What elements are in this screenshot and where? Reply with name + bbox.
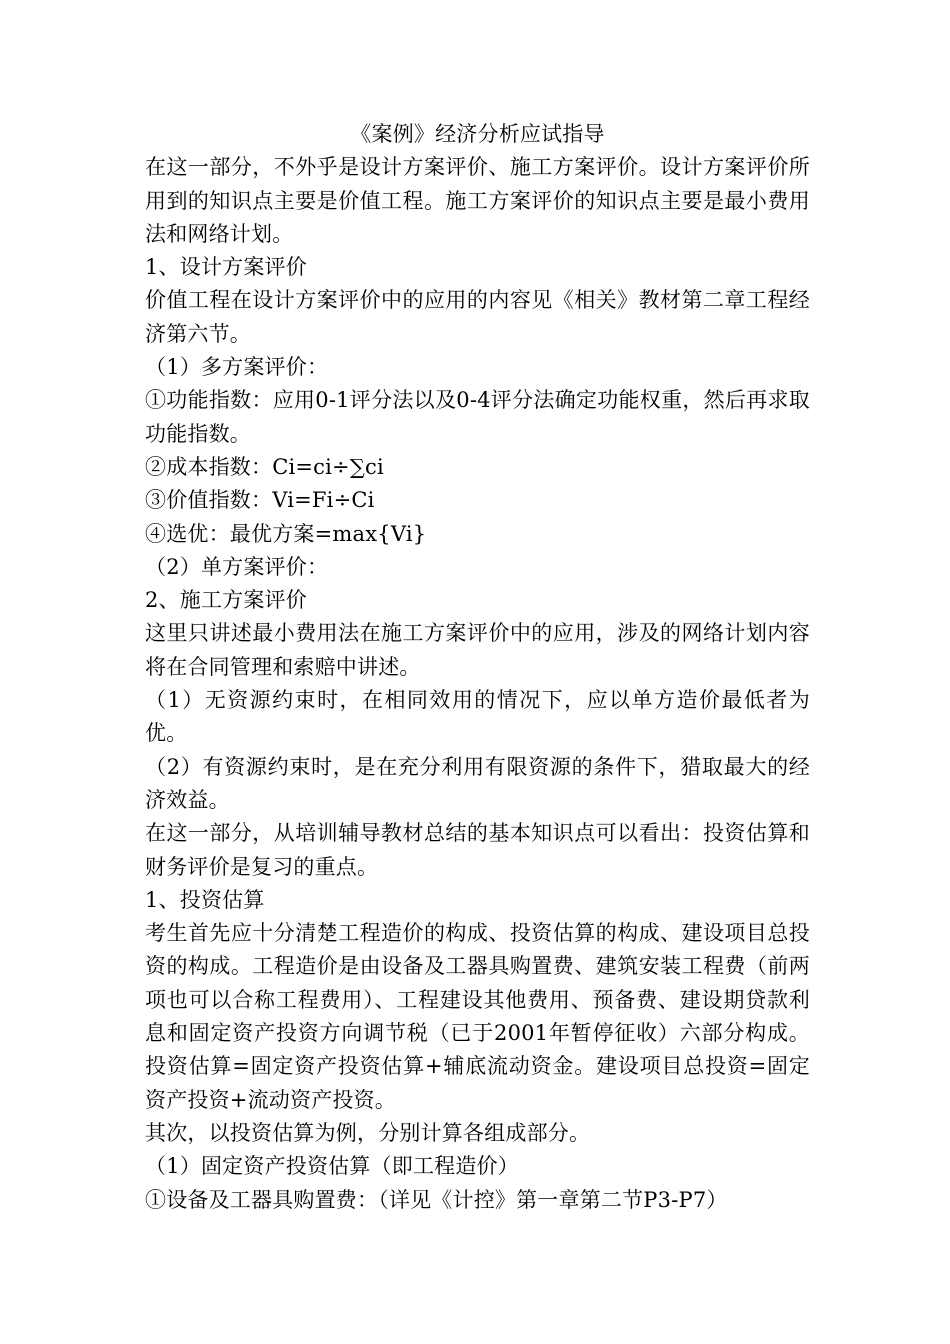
paragraph-cost-composition: 考生首先应十分清楚工程造价的构成、投资估算的构成、建设项目总投资的构成。工程造价是由设备及工器具购置费、建筑安装工程费（前两项也可以合称工程费用）、工程建设其他费用、预备费、建设期贷款利息和固定资产投资方向调节税（已于2001年暂停征收）六部分构成。投资估算=固定资产投资估算+辅底流动资金。建设项目总投资=固定资产投资+流动资产投资。: [145, 921, 810, 1112]
heading-design-evaluation: 1、设计方案评价: [145, 255, 307, 280]
subheading-multi-scheme: （1）多方案评价：: [145, 355, 329, 380]
paragraph-min-cost-method: 这里只讲述最小费用法在施工方案评价中的应用，涉及的网络计划内容将在合同管理和索赔中讲述。: [145, 621, 810, 679]
document-title: 《案例》经济分析应试指导: [350, 122, 605, 146]
paragraph-intro: 在这一部分，不外乎是设计方案评价、施工方案评价。设计方案评价所用到的知识点主要是价值工程。施工方案评价的知识点主要是最小费用法和网络计划。: [145, 155, 810, 246]
paragraph-value-engineering: 价值工程在设计方案评价中的应用的内容见《相关》教材第二章工程经济第六节。: [145, 288, 810, 346]
item-no-resource-constraint: （1）无资源约束时，在相同效用的情况下，应以单方造价最低者为优。: [145, 688, 810, 746]
subheading-single-scheme: （2）单方案评价：: [145, 554, 329, 579]
paragraph-calculation-intro: 其次，以投资估算为例，分别计算各组成部分。: [145, 1120, 591, 1145]
item-function-index: ①功能指数：应用0-1评分法以及0-4评分法确定功能权重，然后再求取功能指数。: [145, 388, 810, 446]
item-cost-index: ②成本指数：Ci=ci÷∑ci: [145, 454, 384, 479]
paragraph-review-focus: 在这一部分，从培训辅导教材总结的基本知识点可以看出：投资估算和财务评价是复习的重点。: [145, 821, 810, 879]
item-equipment-cost: ①设备及工器具购置费：（详见《计控》第一章第二节P3-P7）: [145, 1187, 728, 1212]
document-body: [145, 118, 810, 1217]
subheading-fixed-asset-estimate: （1）固定资产投资估算（即工程造价）: [145, 1154, 519, 1179]
item-optimal-selection: ④选优：最优方案=max{Vi}: [145, 521, 427, 546]
heading-investment-estimate: 1、投资估算: [145, 887, 265, 912]
item-resource-constraint: （2）有资源约束时，是在充分利用有限资源的条件下，猎取最大的经济效益。: [145, 754, 810, 812]
heading-construction-evaluation: 2、施工方案评价: [145, 588, 307, 613]
item-value-index: ③价值指数：Vi=Fi÷Ci: [145, 488, 375, 513]
